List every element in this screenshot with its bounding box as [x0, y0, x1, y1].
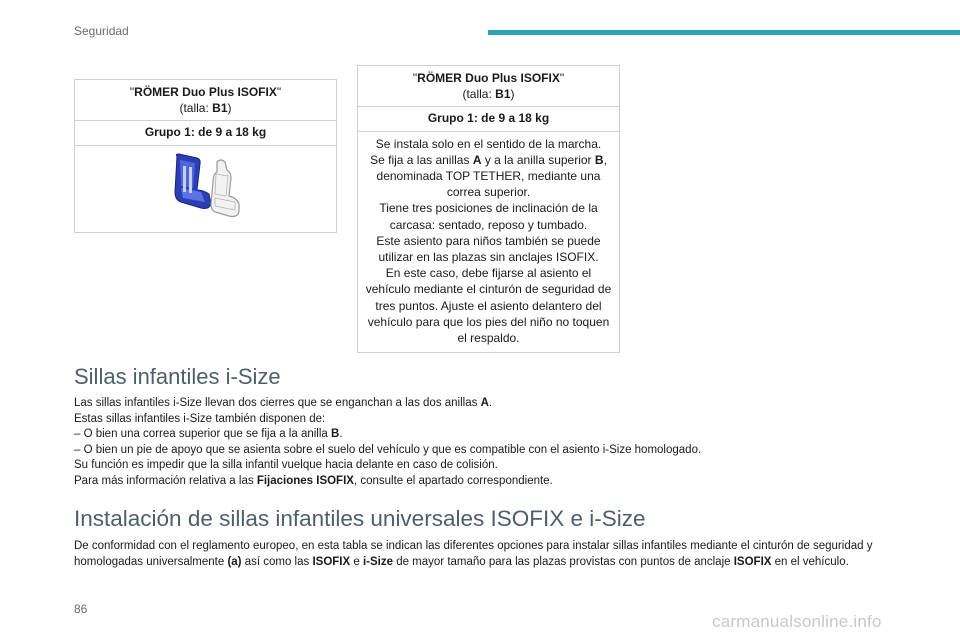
- install-heading: Instalación de sillas infantiles universales ISOFIX e i-Size: [74, 506, 646, 531]
- text: de mayor tamaño para las plazas provistas con puntos de anclaje: [393, 556, 734, 568]
- text: .: [488, 397, 493, 409]
- isofix-term: ISOFIX: [312, 556, 351, 568]
- desc-line: En este caso, debe fijarse al asiento el vehículo mediante el cinturón de seguridad de tres puntos. Ajuste el asiento delantero del vehículo para que los pies del niño no toquen el respaldo.: [365, 266, 612, 346]
- note-ref: (a): [227, 556, 242, 568]
- isofix-reference: Fijaciones ISOFIX: [256, 474, 354, 487]
- anchor-a: A: [480, 397, 489, 409]
- text: Las sillas infantiles i-Size llevan dos cierres que se enganchan a las dos anillas: [74, 397, 481, 409]
- size-value: B1: [212, 101, 228, 116]
- list-item: [74, 427, 894, 443]
- weight-group: Grupo 1: de 9 a 18 kg: [75, 121, 337, 145]
- header-accent-bar: [488, 30, 960, 35]
- page-number: 86: [74, 602, 88, 616]
- isofix-term: ISOFIX: [733, 556, 772, 568]
- install-body: [74, 538, 894, 570]
- size-value: B1: [495, 87, 511, 102]
- text: De conformidad con el reglamento europeo, en esta tabla se indican las diferentes opciones para instalar sillas infantiles mediante el cinturón de seguridad y homologadas universalmente: [74, 540, 873, 568]
- isize-term: i-Size: [362, 556, 393, 568]
- paragraph: Estas sillas infantiles i-Size también disponen de:: [74, 412, 326, 425]
- child-seat-icon: [171, 152, 243, 222]
- desc-line: Este asiento para niños también se puede utilizar en las plazas sin anclajes ISOFIX.: [376, 233, 601, 265]
- paragraph: Su función es impedir que la silla infantil vuelque hacia delante en caso de colisión.: [74, 459, 498, 471]
- text: así como las: [241, 556, 313, 568]
- desc-line: Tiene tres posiciones de inclinación de la carcasa: sentado, reposo y tumbado.: [379, 201, 598, 232]
- isize-body: [74, 396, 894, 489]
- text: en el vehículo.: [771, 556, 849, 568]
- anchor-a: A: [472, 152, 482, 167]
- seat-image-cell: [75, 145, 337, 232]
- text: Para más información relativa a las: [74, 474, 257, 487]
- seat-table-right: [357, 65, 620, 353]
- weight-group: Grupo 1: de 9 a 18 kg: [358, 107, 620, 131]
- desc-text: y a la anilla superior: [481, 152, 595, 167]
- anchor-b: B: [331, 428, 340, 440]
- text: e: [350, 556, 363, 568]
- desc-line: Se instala solo en el sentido de la marcha.: [375, 136, 602, 151]
- desc-text: Se fija a las anillas: [370, 152, 473, 167]
- text: – O bien una correa superior que se fija a la anilla: [74, 428, 331, 440]
- anchor-b: B: [594, 152, 604, 167]
- seat-table-left: [74, 79, 337, 233]
- seat-description: [358, 131, 620, 353]
- seat-name: RÖMER Duo Plus ISOFIX: [417, 71, 560, 85]
- section-title: Seguridad: [74, 24, 129, 38]
- paragraph: [74, 474, 894, 490]
- desc-text: , denominada TOP TETHER, mediante una correa superior.: [376, 152, 607, 200]
- seat-name: RÖMER Duo Plus ISOFIX: [134, 85, 277, 99]
- size-label: talla:: [466, 87, 492, 102]
- seat-name-cell: "RÖMER Duo Plus ISOFIX" (talla: B1): [75, 80, 337, 121]
- text: .: [339, 428, 343, 440]
- list-item: – O bien un pie de apoyo que se asienta sobre el suelo del vehículo y que es compatible con el asiento i-Size homologado.: [74, 443, 702, 456]
- paragraph: [74, 538, 894, 570]
- text: , consulte el apartado correspondiente.: [353, 474, 553, 487]
- size-label: talla:: [183, 101, 209, 116]
- isize-heading: Sillas infantiles i-Size: [74, 364, 281, 389]
- watermark: carmanualsonline.info: [712, 612, 882, 631]
- seat-name-cell: "RÖMER Duo Plus ISOFIX" (talla: B1): [358, 66, 620, 107]
- paragraph: [74, 396, 894, 412]
